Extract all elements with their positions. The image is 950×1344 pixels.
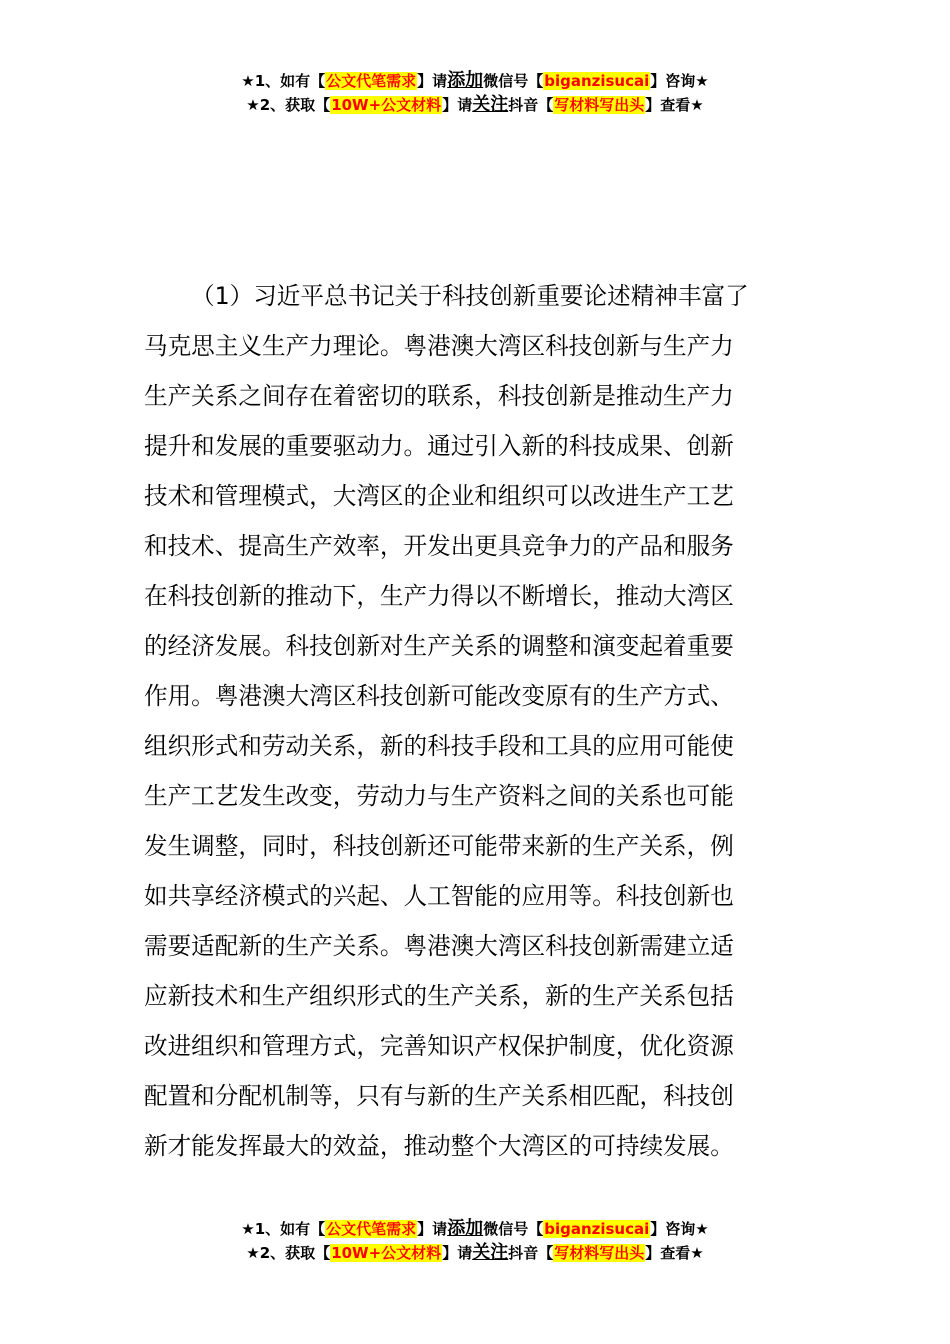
paragraph-line: 改进组织和管理方式，完善知识产权保护制度，优化资源 (144, 1032, 734, 1060)
header-line-2: ★2、获取【10W+公文材料】请关注抖音【写材料写出头】查看★ (246, 94, 704, 115)
highlight-service: 公文代笔需求 (326, 1220, 417, 1238)
paragraph-line: 配置和分配机制等，只有与新的生产关系相匹配，科技创 (144, 1082, 734, 1110)
paragraph-line: 在科技创新的推动下，生产力得以不断增长，推动大湾区 (144, 582, 734, 610)
paragraph-line: 提升和发展的重要驱动力。通过引入新的科技成果、创新 (144, 432, 734, 460)
underline-follow: 关注 (472, 94, 509, 115)
underline-follow: 关注 (472, 1242, 509, 1263)
paragraph-line: 如共享经济模式的兴起、人工智能的应用等。科技创新也 (144, 882, 734, 910)
highlight-wechat-id: biganzisucai (544, 1220, 650, 1238)
paragraph-line: 技术和管理模式，大湾区的企业和组织可以改进生产工艺 (144, 482, 734, 510)
highlight-materials: 10W+公文材料 (331, 96, 442, 114)
paragraph-line: 发生调整，同时，科技创新还可能带来新的生产关系，例 (144, 832, 734, 860)
paragraph-line: 应新技术和生产组织形式的生产关系，新的生产关系包括 (144, 982, 734, 1010)
paragraph-line: （1）习近平总书记关于科技创新重要论述精神丰富了 (191, 282, 749, 310)
body-paragraph (144, 271, 808, 1171)
highlight-douyin-id: 写材料写出头 (554, 96, 645, 114)
header-line-1: ★1、如有【公文代笔需求】请添加微信号【biganzisucai】咨询★ (241, 70, 709, 91)
paragraph-line: 马克思主义生产力理论。粤港澳大湾区科技创新与生产力 (144, 332, 734, 360)
paragraph-line: 和技术、提高生产效率，开发出更具竞争力的产品和服务 (144, 532, 734, 560)
highlight-service: 公文代笔需求 (326, 72, 417, 90)
footer-banner (0, 1217, 950, 1265)
header-banner (0, 69, 950, 117)
highlight-materials: 10W+公文材料 (331, 1244, 442, 1262)
paragraph-line: 组织形式和劳动关系，新的科技手段和工具的应用可能使 (144, 732, 734, 760)
footer-line-1: ★1、如有【公文代笔需求】请添加微信号【biganzisucai】咨询★ (241, 1218, 709, 1239)
paragraph-line: 新才能发挥最大的效益，推动整个大湾区的可持续发展。 (144, 1132, 734, 1160)
footer-line-2: ★2、获取【10W+公文材料】请关注抖音【写材料写出头】查看★ (246, 1242, 704, 1263)
paragraph-line: 生产关系之间存在着密切的联系，科技创新是推动生产力 (144, 382, 734, 410)
highlight-wechat-id: biganzisucai (544, 72, 650, 90)
highlight-douyin-id: 写材料写出头 (554, 1244, 645, 1262)
paragraph-line: 生产工艺发生改变，劳动力与生产资料之间的关系也可能 (144, 782, 734, 810)
underline-add: 添加 (447, 70, 484, 91)
paragraph-line: 的经济发展。科技创新对生产关系的调整和演变起着重要 (144, 632, 734, 660)
underline-add: 添加 (447, 1218, 484, 1239)
paragraph-line: 需要适配新的生产关系。粤港澳大湾区科技创新需建立适 (144, 932, 734, 960)
paragraph-line: 作用。粤港澳大湾区科技创新可能改变原有的生产方式、 (144, 682, 734, 710)
